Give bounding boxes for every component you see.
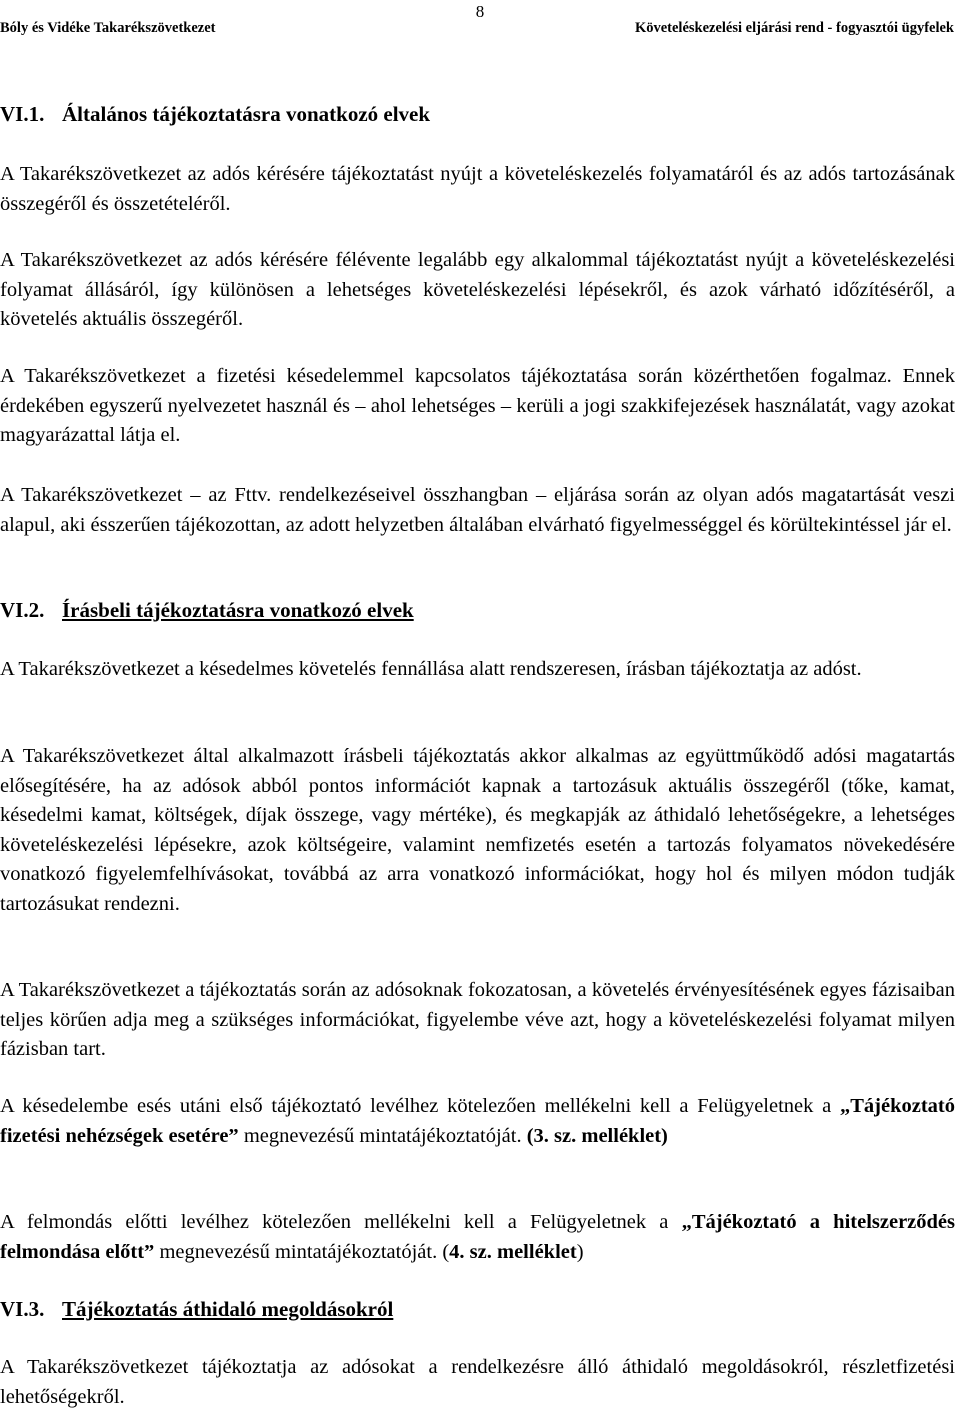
header-document-title: Követeléskezelési eljárási rend - fogyasztói ügyfelek [634, 20, 954, 36]
paragraph-attachment-3 [0, 1092, 955, 1151]
bold-run: 4. sz. melléklet [449, 1240, 577, 1263]
page-number: 8 [475, 2, 485, 21]
paragraph: A Takarékszövetkezet – az Fttv. rendelkezéseivel összhangban – eljárása során az olyan adós magatartását veszi alapul, aki ésszerűen tájékozottan, az adott helyzetben általában elvárható figyelmességgel és körültekintéssel jár el. [0, 484, 955, 536]
paragraph: A Takarékszövetkezet által alkalmazott írásbeli tájékoztatás akkor alkalmas az együttműködő adósi magatartás elősegítésére, ha az adósok abból pontos információt kapnak a tartozásuk aktuális összegéről (tőke, kamat, késedelmi kamat, költségek, díjak összege, vagy mértéke), és megkapják az áthidaló lehetőségekre, a lehetséges követeléskezelési lépésekre, azok költségeire, valamint nemfizetés esetén a tartozás folyamatos növekedésére vonatkozó figyelemfelhívásokat, továbbá az arra vonatkozó információkat, hogy hol és milyen módon tudják tartozásukat rendezni. [0, 745, 955, 915]
section-heading-vi-3 [0, 1297, 393, 1322]
paragraph: A Takarékszövetkezet a késedelmes követelés fennállása alatt rendszeresen, írásban tájékoztatja az adóst. [0, 658, 862, 680]
section-number: VI.1. [0, 102, 45, 126]
text-run: ) [576, 1240, 584, 1263]
section-title: Tájékoztatás áthidaló megoldásokról [62, 1297, 394, 1321]
section-title: Írásbeli tájékoztatásra vonatkozó elvek [62, 598, 414, 622]
text-run: megnevezésű mintatájékoztatóját. [238, 1124, 527, 1147]
header-organization: Bóly és Vidéke Takarékszövetkezet [0, 20, 216, 36]
paragraph: A Takarékszövetkezet tájékoztatja az adósokat a rendelkezésre álló áthidaló megoldásokról, részletfizetési lehetőségekről. [0, 1356, 955, 1408]
section-number: VI.3. [0, 1297, 45, 1321]
bold-run: „Tájékoztató a hitelszerződés felmondása előtt” [0, 1211, 955, 1263]
section-heading-vi-2 [0, 598, 414, 623]
section-number: VI.2. [0, 598, 45, 622]
bold-run: „Tájékoztató fizetési nehézségek esetére” [0, 1095, 955, 1147]
paragraph: A Takarékszövetkezet az adós kérésére tájékoztatást nyújt a követeléskezelés folyamatáról és az adós tartozásának összegéről és összetételéről. [0, 163, 955, 215]
section-heading-vi-1 [0, 102, 430, 127]
bold-run: (3. sz. melléklet) [526, 1124, 668, 1147]
text-run: A késedelembe esés utáni első tájékoztató levélhez kötelezően mellékelni kell a Felügyeletnek a [0, 1095, 840, 1117]
text-run: A felmondás előtti levélhez kötelezően mellékelni kell a Felügyeletnek a [0, 1211, 682, 1233]
paragraph-attachment-4 [0, 1208, 955, 1267]
section-title: Általános tájékoztatásra vonatkozó elvek [62, 102, 431, 126]
paragraph: A Takarékszövetkezet a fizetési késedelemmel kapcsolatos tájékoztatása során közérthetően fogalmaz. Ennek érdekében egyszerű nyelvezetet használ és – ahol lehetséges – kerüli a jogi szakkifejezések használatát, vagy azokat magyarázattal látja el. [0, 365, 955, 446]
text-run: megnevezésű mintatájékoztatóját. ( [154, 1240, 450, 1263]
paragraph: A Takarékszövetkezet az adós kérésére félévente legalább egy alkalommal tájékoztatást nyújt a követeléskezelési folyamat állásáról, így különösen a lehetséges követeléskezelési lépésekről, és azok várható időzítéséről, a követelés aktuális összegéről. [0, 249, 955, 330]
paragraph: A Takarékszövetkezet a tájékoztatás során az adósoknak fokozatosan, a követelés érvényesítésének egyes fázisaiban teljes körűen adja meg a szükséges információkat, figyelembe véve azt, hogy a követeléskezelési folyamat milyen fázisban tart. [0, 979, 955, 1060]
